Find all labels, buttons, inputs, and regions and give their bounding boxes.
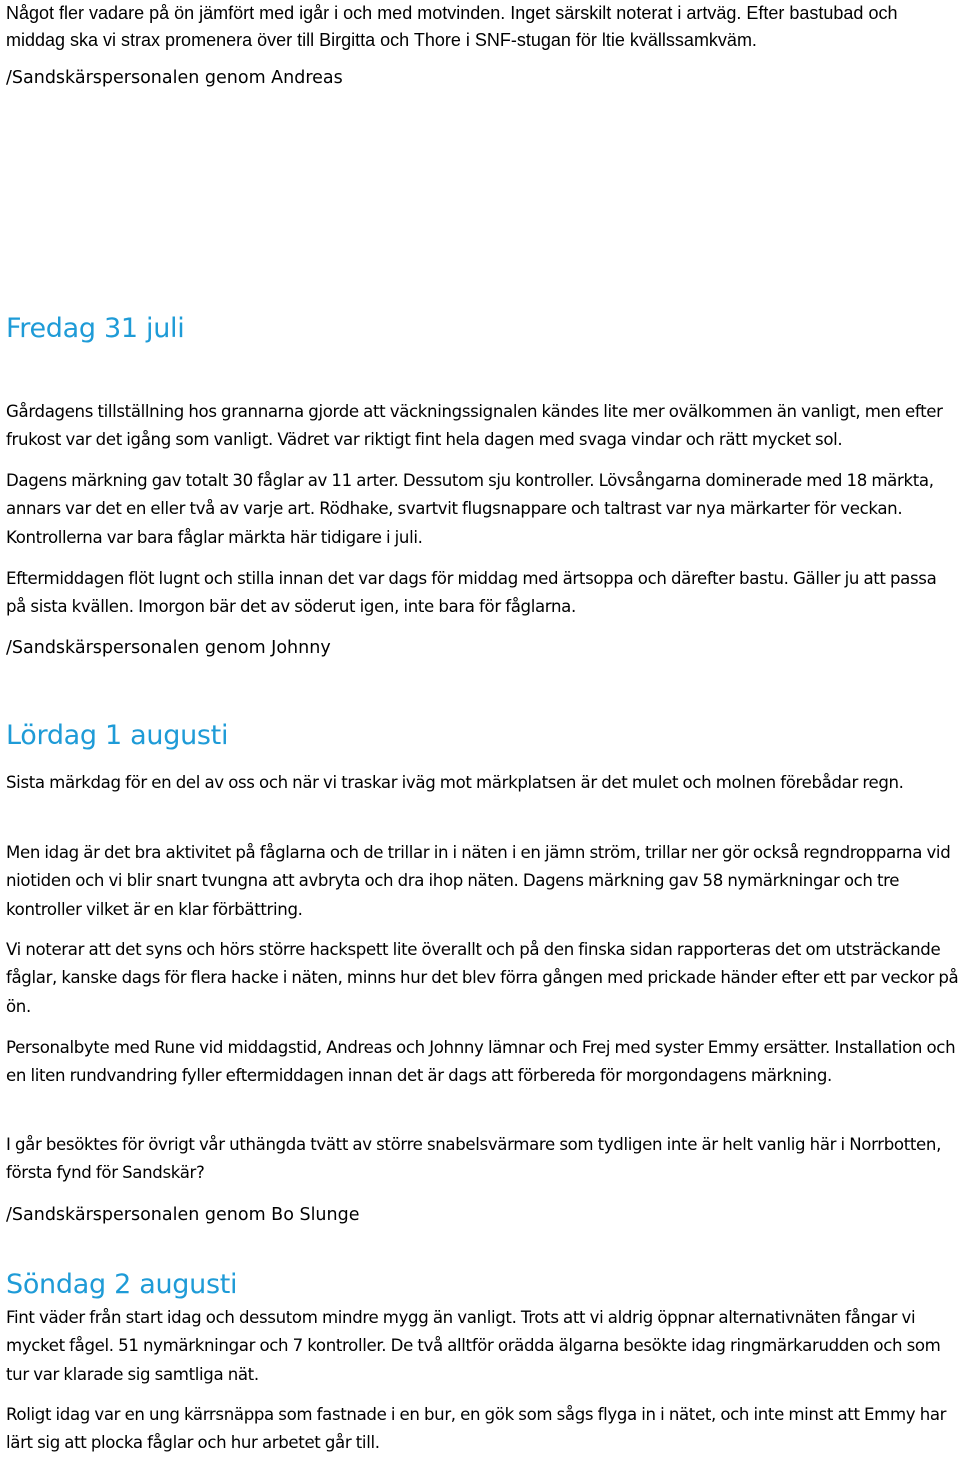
intro-paragraph: Något fler vadare på ön jämfört med igår i och med motvinden. Inget särskilt noterat i artväg. Efter bastubad och middag ska vi strax promenera över till Birgitta och Thore i SNF-stugan för ltie kvällssamkväm. [6,3,898,50]
signature-andreas: /Sandskärspersonalen genom Andreas [6,68,343,88]
paragraph: Dagens märkning gav totalt 30 fåglar av 11 arter. Dessutom sju kontroller. Lövsångarna dominerade med 18 märkta, annars var det en eller två av varje art. Rödhake, svartvit flugsnappare och taltrast var nya märkarter för veckan. Kontrollerna var bara fåglar märkta här tidigare i juli. [6,471,934,547]
paragraph: Personalbyte med Rune vid middagstid, Andreas och Johnny lämnar och Frej med syster Emmy ersätter. Installation och en liten rundvandring fyller eftermiddagen innan det är dags att förbereda för morgondagens märkning. [6,1038,956,1086]
heading-lordag-1-augusti: Lördag 1 augusti [6,720,229,751]
paragraph: Fint väder från start idag och dessutom mindre mygg än vanligt. Trots att vi aldrig öppnar alternativnäten fångar vi mycket fågel. 51 nymärkningar och 7 kontroller. De två alltför orädda älgarna besökte idag ringmärkarudden och som tur var klarade sig samtliga nät. [6,1308,941,1384]
heading-sondag-2-augusti: Söndag 2 augusti [6,1269,238,1300]
paragraph: Sista märkdag för en del av oss och när vi traskar iväg mot märkplatsen är det mulet och molnen förebådar regn. [6,773,904,792]
signature-johnny: /Sandskärspersonalen genom Johnny [6,638,331,658]
paragraph: Men idag är det bra aktivitet på fåglarna och de trillar in i näten i en jämn ström, trillar ner gör också regndropparna vid niotiden och vi blir snart tvungna att avbryta och dra ihop näten. Dagens märkning gav 58 nymärkningar och tre kontroller vilket är en klar förbättring. [6,843,951,919]
paragraph: Roligt idag var en ung kärrsnäppa som fastnade i en bur, en gök som sågs flyga in i nätet, och inte minst att Emmy har lärt sig att plocka fåglar och hur arbetet går till. [6,1405,947,1453]
paragraph: Eftermiddagen flöt lugnt och stilla innan det var dags för middag med ärtsoppa och därefter bastu. Gäller ju att passa på sista kvällen. Imorgon bär det av söderut igen, inte bara för fåglarna. [6,569,937,617]
paragraph: Gårdagens tillställning hos grannarna gjorde att väckningssignalen kändes lite mer ovälkommen än vanligt, men efter frukost var det igång som vanligt. Vädret var riktigt fint hela dagen med svaga vindar och rätt mycket sol. [6,402,943,450]
heading-fredag-31-juli: Fredag 31 juli [6,313,185,344]
signature-bo-slunge: /Sandskärspersonalen genom Bo Slunge [6,1205,360,1225]
paragraph: Vi noterar att det syns och hörs större hackspett lite överallt och på den finska sidan rapporteras det om utsträckande fåglar, kanske dags för flera hacke i näten, minns hur det blev förra gången med prickade händer efter ett par veckor på ön. [6,940,959,1016]
paragraph: I går besöktes för övrigt vår uthängda tvätt av större snabelsvärmare som tydligen inte är helt vanlig här i Norrbotten, första fynd för Sandskär? [6,1135,941,1183]
